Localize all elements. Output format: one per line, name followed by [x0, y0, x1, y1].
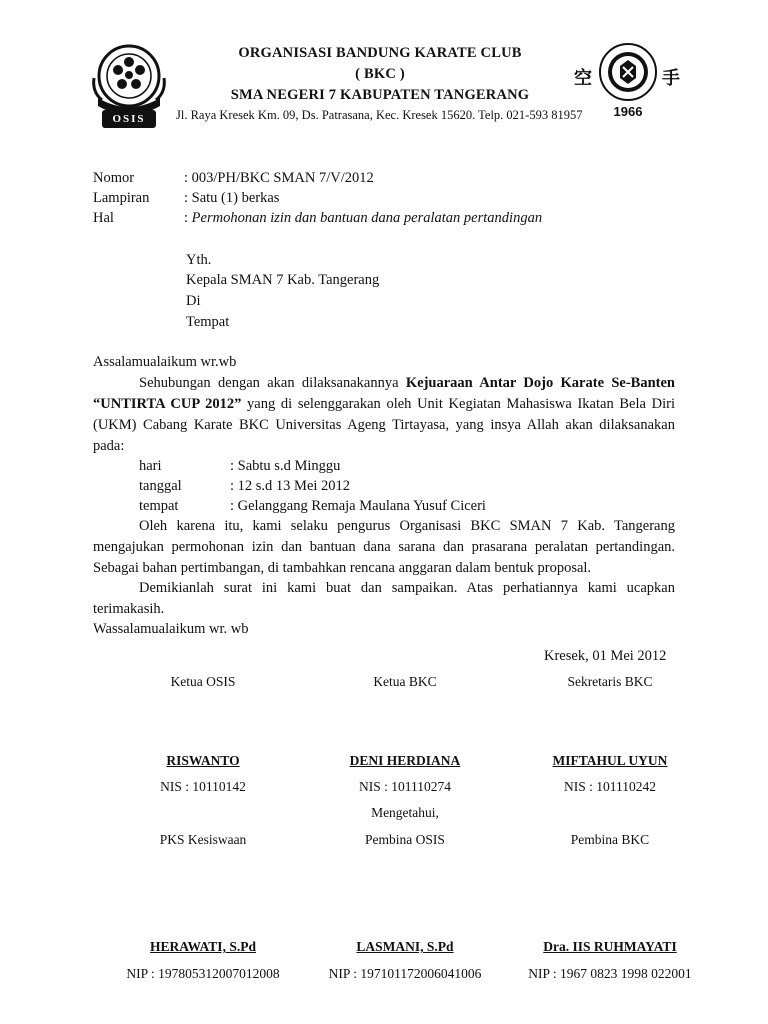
- greeting: Assalamualaikum wr.wb: [93, 354, 237, 370]
- hari-value: : Sabtu s.d Minggu: [230, 458, 341, 474]
- signer-role: Pembina OSIS: [365, 832, 445, 847]
- nomor-label: Nomor: [93, 170, 135, 186]
- event-name: Kejuaraan Antar Dojo Karate Se-Banten “UNTIRTA CUP 2012”: [93, 375, 675, 412]
- recipient-salutation: Yth.: [186, 252, 212, 268]
- signer-name: Dra. IIS RUHMAYATI: [543, 939, 677, 954]
- signer-id: NIP : 197101172006041006: [328, 966, 482, 981]
- recipient-place: Tempat: [186, 314, 230, 330]
- signer-id: NIP : 1967 0823 1998 022001: [528, 966, 692, 981]
- paragraph-intro-lead: Sehubungan dengan akan dilaksanakannya: [139, 375, 406, 391]
- osis-logo: [90, 40, 168, 132]
- signer-name: DENI HERDIANA: [349, 753, 461, 768]
- org-name: ORGANISASI BANDUNG KARATE CLUB: [238, 45, 522, 61]
- signer-name: RISWANTO: [166, 753, 240, 768]
- signer-role: PKS Kesiswaan: [159, 832, 247, 847]
- bkc-logo-year: 1966: [613, 104, 643, 119]
- paragraph-closing: Demikianlah surat ini kami buat dan sampaikan. Atas perhatiannya kami ucapkan terimakasih.: [93, 580, 675, 617]
- farewell: Wassalamualaikum wr. wb: [93, 621, 249, 637]
- org-abbreviation: ( BKC ): [355, 66, 405, 82]
- kanji-right-glyph: 手: [662, 68, 680, 89]
- address-line: Jl. Raya Kresek Km. 09, Ds. Patrasana, Kec. Kresek 15620. Telp. 021-593 81957: [176, 108, 583, 122]
- signer-role: Ketua OSIS: [170, 674, 236, 689]
- tempat-value: : Gelanggang Remaja Maulana Yusuf Ciceri: [230, 498, 486, 514]
- school-name: SMA NEGERI 7 KABUPATEN TANGERANG: [230, 87, 530, 103]
- hal-line: [184, 208, 542, 229]
- kanji-left-glyph: 空: [574, 68, 592, 89]
- osis-logo-text: OSIS: [112, 113, 146, 125]
- signer-id: NIS : 10110142: [160, 779, 246, 794]
- hari-label: hari: [139, 458, 162, 474]
- hal-colon: :: [184, 210, 192, 226]
- hal-value: Permohonan izin dan bantuan dana peralatan pertandingan: [191, 210, 543, 226]
- signer-name: LASMANI, S.Pd: [356, 939, 454, 954]
- bkc-logo: [574, 40, 682, 126]
- recipient-di: Di: [186, 293, 201, 309]
- tanggal-label: tanggal: [139, 478, 182, 494]
- nomor-value: : 003/PH/BKC SMAN 7/V/2012: [184, 170, 374, 186]
- lampiran-label: Lampiran: [93, 190, 150, 206]
- acknowledgement: Mengetahui,: [371, 805, 439, 820]
- signer-role: Pembina BKC: [570, 832, 650, 847]
- hal-label: Hal: [93, 210, 114, 226]
- signer-name: MIFTAHUL UYUN: [552, 753, 668, 768]
- lampiran-value: : Satu (1) berkas: [184, 190, 280, 206]
- recipient-name: Kepala SMAN 7 Kab. Tangerang: [186, 272, 380, 288]
- signer-role: Sekretaris BKC: [567, 674, 653, 689]
- place-date: Kresek, 01 Mei 2012: [544, 648, 667, 664]
- tempat-label: tempat: [139, 498, 179, 514]
- signer-name: HERAWATI, S.Pd: [150, 939, 256, 954]
- signer-id: NIS : 101110242: [563, 779, 656, 794]
- paragraph-request: Oleh karena itu, kami selaku pengurus Organisasi BKC SMAN 7 Kab. Tangerang mengajukan permohonan izin dan bantuan dana sarana dan prasarana peralatan pertandingan. Sebagai bahan pertimbangan, di tambahkan rencana anggaran dalam bentuk proposal.: [93, 518, 675, 576]
- signer-id: NIP : 197805312007012008: [126, 966, 280, 981]
- paragraph-intro: [93, 373, 675, 457]
- paragraph-intro-rest: yang di selenggarakan oleh Unit Kegiatan Mahasiswa Ikatan Bela Diri (UKM) Cabang Karate BKC Universitas Ageng Tirtayasa, yang insya Allah akan dilaksanakan pada:: [93, 396, 675, 454]
- signer-id: NIS : 101110274: [358, 779, 451, 794]
- tanggal-value: : 12 s.d 13 Mei 2012: [230, 478, 351, 494]
- signer-role: Ketua BKC: [373, 674, 437, 689]
